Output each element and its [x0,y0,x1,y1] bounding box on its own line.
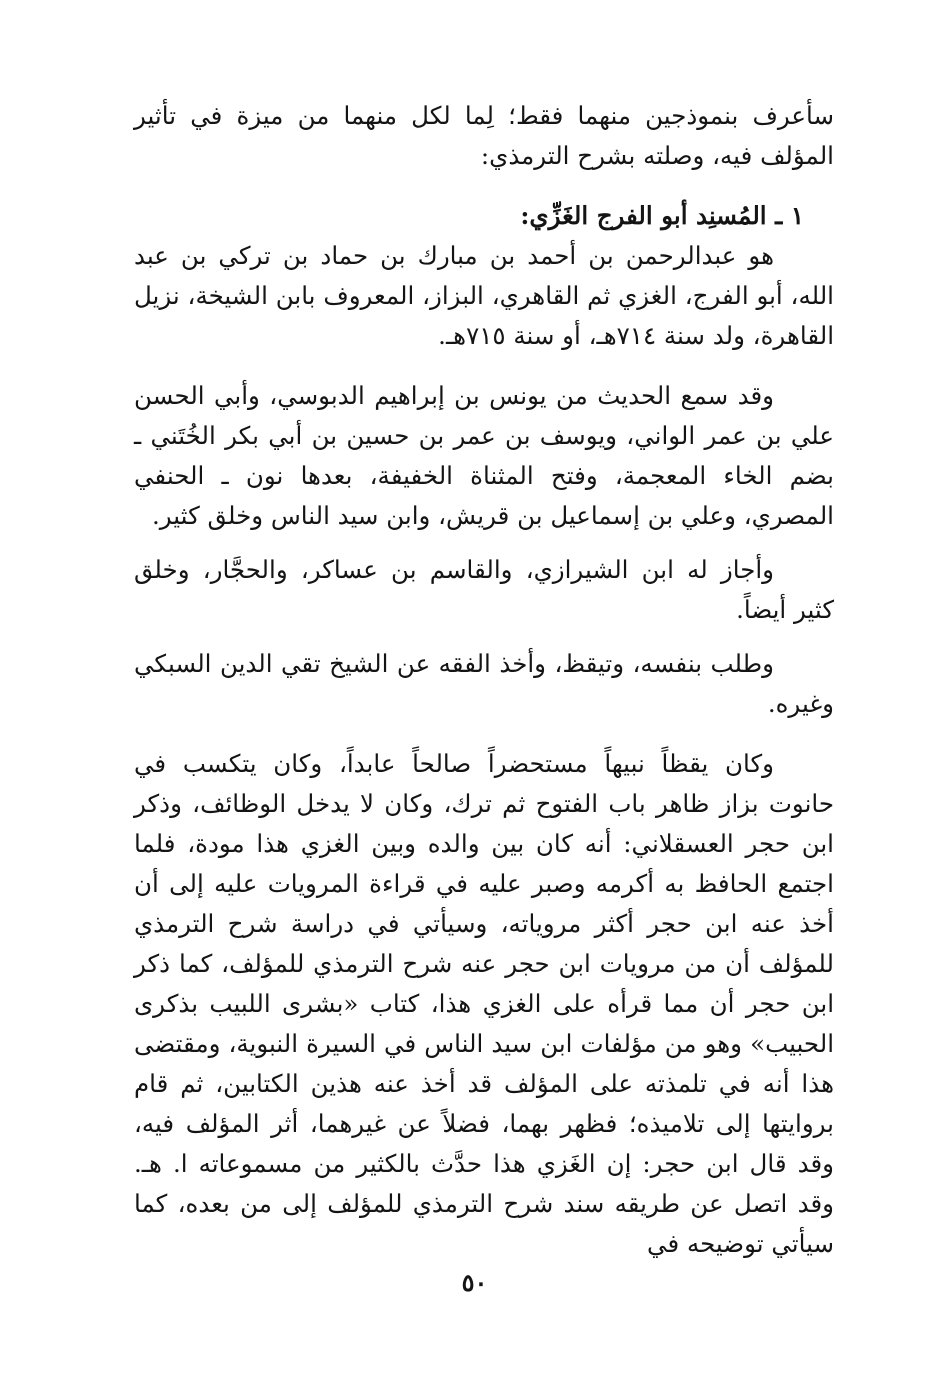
paragraph-teachers: وقد سمع الحديث من يونس بن إبراهيم الدبوسي، وأبي الحسن علي بن عمر الواني، ويوسف بن عمر بن حسين بن أبي بكر الخُتَني ـ بضم الخاء المعجمة، وفتح المثناة الخفيفة، بعدها نون ـ الحنفي المصري، وعلي بن إسماعيل بن قريش، وابن سيد الناس وخلق كثير. [134,381,834,530]
paragraph-character: وكان يقظاً نبيهاً مستحضراً صالحاً عابداً، وكان يتكسب في حانوت بزاز ظاهر باب الفتوح ثم ترك، وكان لا يدخل الوظائف، وذكر ابن حجر العسقلاني: أنه كان بين والده وبين الغزي هذا مودة، فلما اجتمع الحافظ به أكرمه وصبر عليه في قراءة المرويات عليه إلى أن أخذ عنه ابن حجر أكثر مروياته، وسيأتي في دراسة شرح الترمذي للمؤلف أن من مرويات ابن حجر عنه شرح الترمذي للمؤلف، كما ذكر ابن حجر أن مما قرأه على الغزي هذا، كتاب «بشرى اللبيب بذكرى الحبيب» وهو من مؤلفات ابن سيد الناس في السيرة النبوية، ومقتضى هذا أنه في تلمذته على المؤلف قد أخذ عنه هذين الكتابين، ثم قام بروايتها إلى تلاميذه؛ فظهر بهما، فضلاً عن غيرهما، أثر المؤلف فيه، وقد قال ابن حجر: إن الغَزي هذا حدَّث بالكثير من مسموعاته ا. هـ. وقد اتصل عن طريقه سند شرح الترمذي للمؤلف إلى من بعده، كما سيأتي توضيحه في [134,749,834,1258]
page-number: ٥٠ [461,1268,488,1297]
section-heading: ١ ـ المُسنِد أبو الفرج الغَزِّي: [520,201,804,230]
paragraph-study: وطلب بنفسه، وتيقظ، وأخذ الفقه عن الشيخ تقي الدين السبكي وغيره. [134,649,834,718]
intro-paragraph: سأعرف بنموذجين منهما فقط؛ لِما لكل منهما من ميزة في تأثير المؤلف فيه، وصلته بشرح الترمذي: [134,101,834,170]
body-text [134,96,834,1264]
paragraph-biography: هو عبدالرحمن بن أحمد بن مبارك بن حماد بن تركي بن عبد الله، أبو الفرج، الغزي ثم القاهري، البزاز، المعروف بابن الشيخة، نزيل القاهرة، ولد سنة ٧١٤هـ، أو سنة ٧١٥هـ. [134,241,834,350]
paragraph-ijaza: وأجاز له ابن الشيرازي، والقاسم بن عساكر، والحجَّار، وخلق كثير أيضاً. [134,555,834,624]
